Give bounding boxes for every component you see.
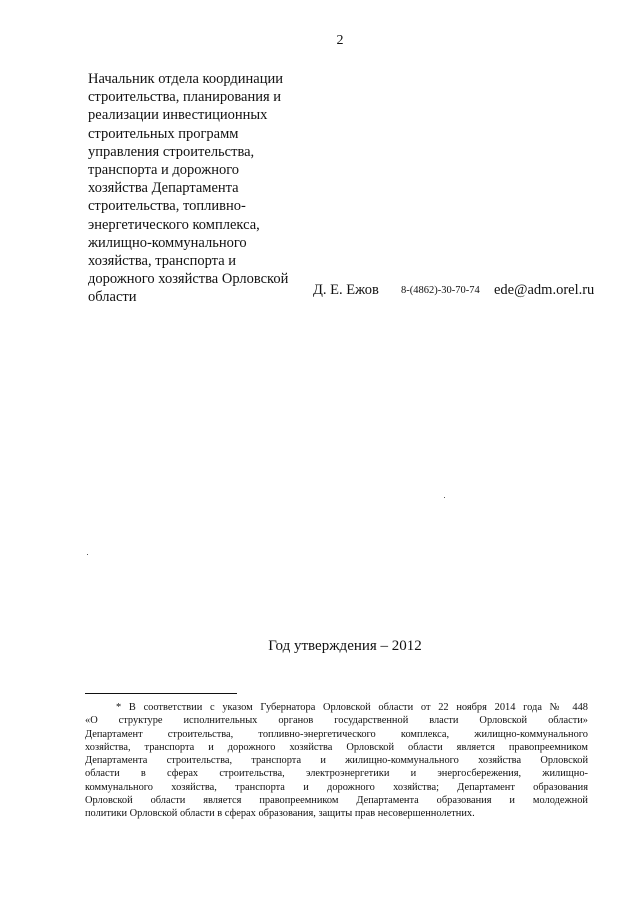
page-number: 2 bbox=[336, 33, 344, 48]
footnote-line: политики Орловской области в сферах образования, защиты прав несовершеннолетних. bbox=[85, 808, 475, 820]
position-title-line: управления строительства, bbox=[88, 143, 255, 160]
position-title-line: строительства, планирования и bbox=[88, 89, 282, 106]
footnote-line: Департамента строительства, транспорта и жилищно-коммунального хозяйства Орловской bbox=[85, 755, 588, 767]
approval-year: Год утверждения – 2012 bbox=[268, 638, 422, 654]
position-title-line: строительных программ bbox=[88, 125, 239, 142]
footnote-separator bbox=[85, 693, 237, 694]
signatory-phone: 8-(4862)-30-70-74 bbox=[401, 285, 480, 296]
scan-speck bbox=[444, 497, 445, 498]
position-title-line: жилищно-коммунального bbox=[88, 234, 247, 251]
footnote-line: Департамент строительства, топливно-энергетического комплекса, жилищно-коммунального bbox=[85, 728, 588, 740]
signatory-name: Д. Е. Ежов bbox=[313, 282, 379, 298]
scan-speck bbox=[87, 554, 88, 555]
footnote-line: Орловской области является правопреемником Департамента образования и молодежной bbox=[85, 795, 588, 807]
footnote-line: области в сферах строительства, электроэнергетики и энергосбережения, жилищно- bbox=[85, 768, 588, 780]
position-title-line: транспорта и дорожного bbox=[88, 162, 240, 179]
signatory-position-title bbox=[88, 70, 316, 307]
position-title-line: энергетического комплекса, bbox=[88, 216, 260, 233]
footnote-line: коммунального хозяйства, транспорта и дорожного хозяйства; Департамент образования bbox=[85, 781, 588, 793]
position-title-line: хозяйства, транспорта и bbox=[88, 253, 237, 270]
position-title-line: строительства, топливно- bbox=[88, 198, 246, 215]
footnote bbox=[85, 701, 588, 821]
position-title-line: дорожного хозяйства Орловской bbox=[88, 271, 289, 288]
footnote-line: * В соответствии с указом Губернатора Орловской области от 22 ноября 2014 года № 448 bbox=[116, 702, 588, 713]
position-title-line: Начальник отдела координации bbox=[88, 71, 284, 87]
footnote-line: хозяйства, транспорта и дорожного хозяйства Орловской области является правопреемником bbox=[85, 741, 588, 753]
position-title-line: области bbox=[88, 289, 137, 306]
signatory-email: ede@adm.orel.ru bbox=[494, 282, 595, 298]
position-title-line: хозяйства Департамента bbox=[88, 180, 239, 197]
position-title-line: реализации инвестиционных bbox=[88, 107, 268, 124]
footnote-line: «О структуре исполнительных органов государственной власти Орловской области» bbox=[85, 715, 588, 727]
